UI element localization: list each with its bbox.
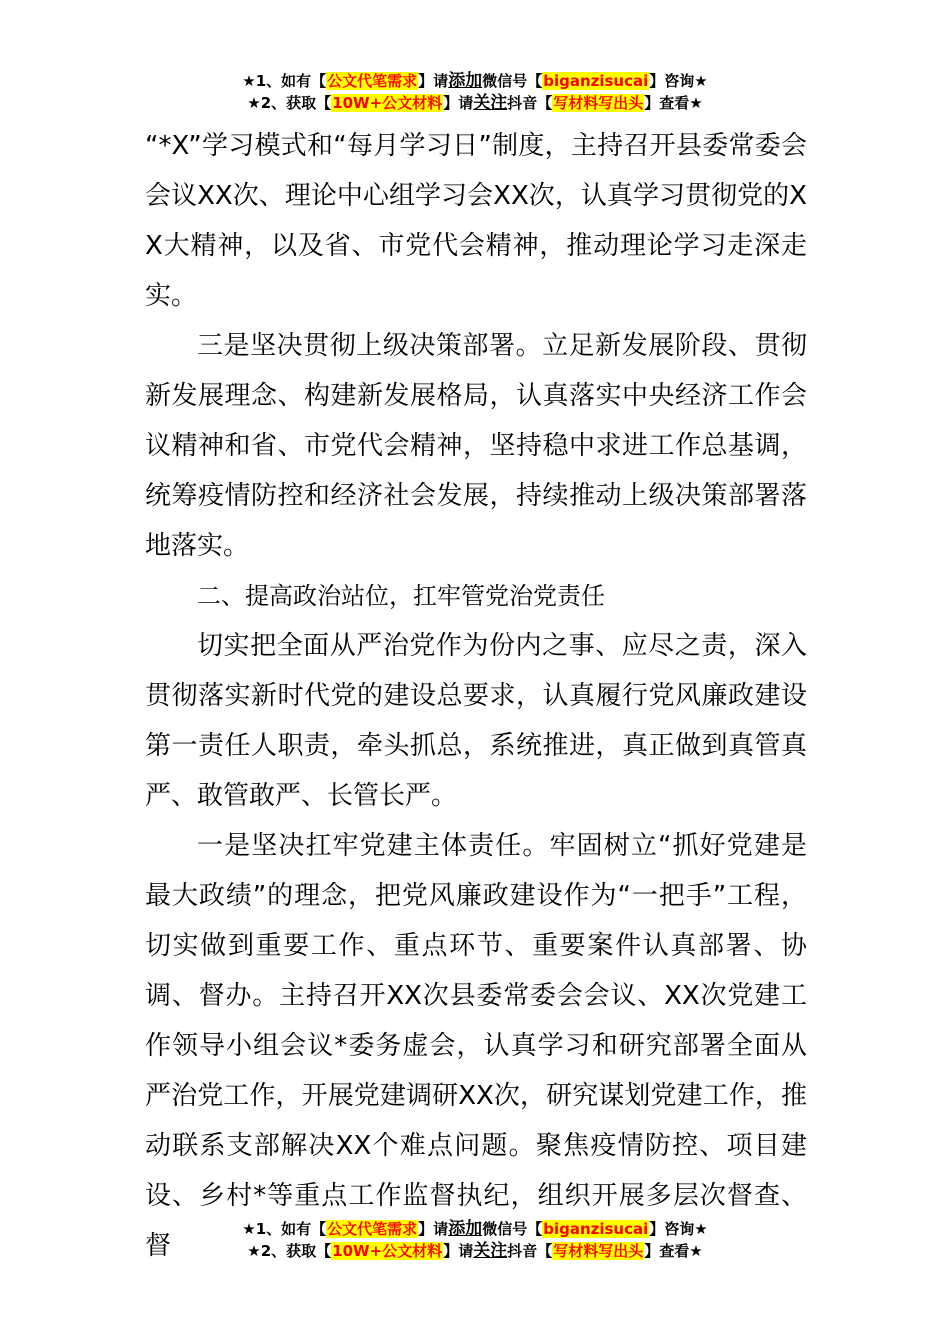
banner-text: 】请 — [418, 1220, 449, 1238]
paragraph-4: 一是坚决扛牢党建主体责任。牢固树立“抓好党建是最大政绩”的理念，把党风廉政建设作为“一把手”工程，切实做到重要工作、重点环节、重要案件认真部署、协调、督办。主持召开XX次县委常委会会议、XX次党建工作领导小组会议*委务虚会，认真学习和研究部署全面从严治党工作，开展党建调研XX次，研究谋划党建工作，推动联系支部解决XX个难点问题。聚焦疫情防控、项目建设、乡村*等重点工作监督执纪，组织开展多层次督查、督 — [145, 831, 807, 1261]
banner-text: ★1、如有【 — [242, 1220, 327, 1238]
banner-text: ★2、获取【 — [247, 1242, 332, 1260]
banner-highlight: 写材料写出头 — [553, 94, 644, 112]
banner-underline: 关注 — [473, 1241, 508, 1261]
banner-text: 】咨询★ — [649, 1220, 708, 1238]
banner-text: ★1、如有【 — [242, 72, 327, 90]
banner-underline: 添加 — [448, 1219, 483, 1239]
banner-text: 抖音【 — [507, 94, 553, 112]
paragraph-2: 三是坚决贯彻上级决策部署。立足新发展阶段、贯彻新发展理念、构建新发展格局，认真落实中央经济工作会议精神和省、市党代会精神，坚持稳中求进工作总基调，统筹疫情防控和经济社会发展，持续推动上级决策部署落地落实。 — [145, 331, 807, 561]
banner-highlight: 10W+公文材料 — [332, 94, 443, 112]
banner-highlight: biganzisucai — [543, 72, 649, 90]
banner-underline: 添加 — [448, 71, 483, 91]
top-banner — [0, 70, 950, 114]
banner-text: 】查看★ — [644, 1242, 703, 1260]
banner-highlight: 写材料写出头 — [553, 1242, 644, 1260]
banner-text: ★2、获取【 — [247, 94, 332, 112]
banner-text: 】请 — [443, 94, 474, 112]
banner-line-2 — [0, 92, 950, 114]
banner-text: 】咨询★ — [649, 72, 708, 90]
banner-text: 】查看★ — [644, 94, 703, 112]
banner-underline: 关注 — [473, 93, 508, 113]
banner-highlight: biganzisucai — [543, 1220, 649, 1238]
banner-text: 】请 — [443, 1242, 474, 1260]
banner-text: 微信号【 — [482, 72, 543, 90]
banner-line-1 — [0, 70, 950, 92]
banner-highlight: 公文代笔需求 — [327, 1220, 418, 1238]
bottom-banner — [0, 1218, 950, 1262]
banner-line-2 — [0, 1240, 950, 1262]
document-body — [145, 121, 807, 1271]
banner-text: 】请 — [418, 72, 449, 90]
banner-highlight: 公文代笔需求 — [327, 72, 418, 90]
banner-text: 微信号【 — [482, 1220, 543, 1238]
banner-highlight: 10W+公文材料 — [332, 1242, 443, 1260]
banner-text: 抖音【 — [507, 1242, 553, 1260]
paragraph-3: 切实把全面从严治党作为份内之事、应尽之责，深入贯彻落实新时代党的建设总要求，认真履行党风廉政建设第一责任人职责，牵头抓总，系统推进，真正做到真管真严、敢管敢严、长管长严。 — [145, 631, 807, 811]
section-heading: 二、提高政治站位，扛牢管党治党责任 — [197, 582, 605, 610]
banner-line-1 — [0, 1218, 950, 1240]
paragraph-1: “*X”学习模式和“每月学习日”制度，主持召开县委常委会会议XX次、理论中心组学习会XX次，认真学习贯彻党的XX大精神，以及省、市党代会精神，推动理论学习走深走实。 — [145, 131, 807, 311]
